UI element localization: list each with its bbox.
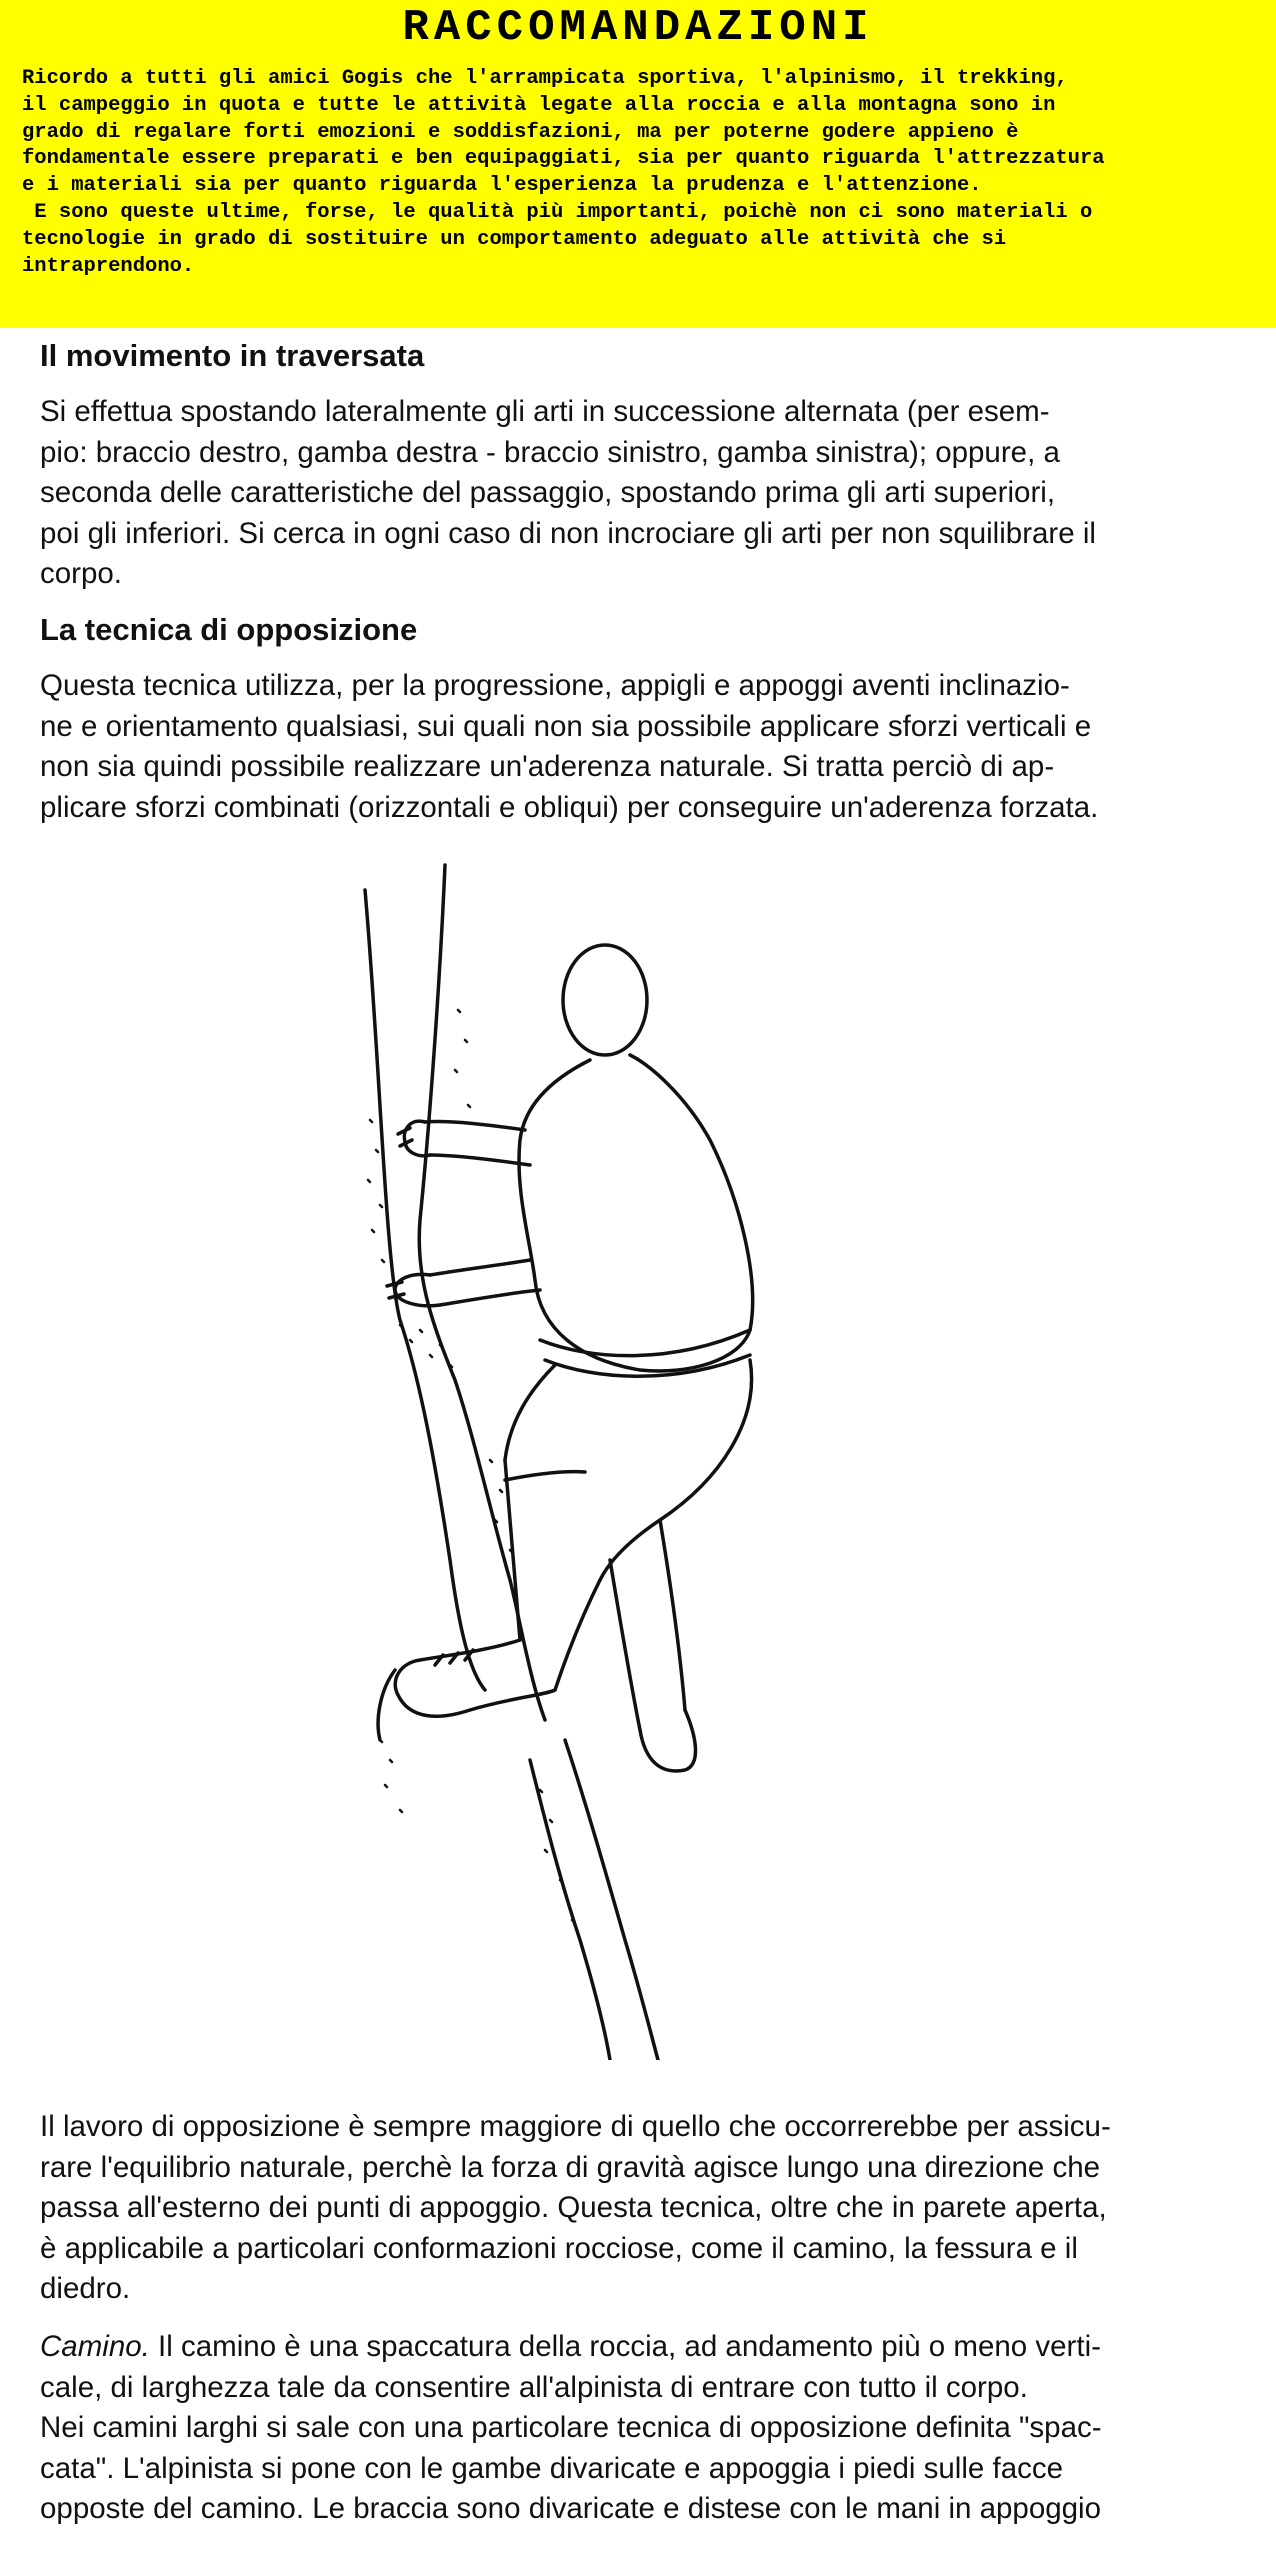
banner-title: RACCOMANDAZIONI (402, 3, 874, 53)
opposition-paragraph: Questa tecnica utilizza, per la progressione, appigli e appoggi aventi inclinazio- ne e orientamento qualsiasi, sui quali non sia possibile applicare sforzi verticali e non sia quindi possibile realizzare un'aderenza naturale. Si tratta perciò di ap- plicare sforzi combinati (orizzontali e obliqui) per conseguire un'aderenza forzata. (40, 669, 1099, 824)
traversal-heading: Il movimento in traversata (40, 338, 425, 373)
climber-illustration-icon (340, 860, 990, 2060)
opposition-heading: La tecnica di opposizione (40, 612, 418, 647)
chimney-paragraph: Camino. Il camino è una spaccatura della roccia, ad andamento più o meno verti- cale, di larghezza tale da consentire all'alpinista di entrare con tutto il corpo. Nei camini larghi si sale con una particolare tecnica di opposizione definita "spac- cata". L'alpinista si pone con le gambe divaricate e appoggia i piedi sulle facce opposte del camino. Le braccia sono divaricate e distese con le mani in appoggio (40, 2330, 1102, 2525)
chimney-term: Camino. (40, 2330, 150, 2363)
traversal-paragraph: Si effettua spostando lateralmente gli arti in successione alternata (per esem- pio: braccio destro, gamba destra - braccio sinistro, gamba sinistra); oppure, a seconda delle caratteristiche del passaggio, spostando prima gli arti superiori, poi gli inferiori. Si cerca in ogni caso di non incrociare gli arti per non squilibrare il corpo. (40, 395, 1096, 590)
banner-text: Ricordo a tutti gli amici Gogis che l'arrampicata sportiva, l'alpinismo, il trekking, il campeggio in quota e tutte le attività legate alla roccia e alla montagna sono in grado di regalare forti emozioni e soddisfazioni, ma per poterne godere appieno è fondamentale essere preparati e ben equipaggiati, sia per quanto riguarda l'attrezzatura e i materiali sia per quanto riguarda l'esperienza la prudenza e l'attenzione. E sono queste ultime, forse, le qualità più importanti, poichè non ci sono materiali o tecnologie in grado di sostituire un comportamento adeguato alle attività che si intraprendono. (22, 67, 1105, 278)
opposition-work-paragraph: Il lavoro di opposizione è sempre maggiore di quello che occorrerebbe per assicu- rare l'equilibrio naturale, perchè la forza di gravità agisce lungo una direzione che passa all'esterno dei punti di appoggio. Questa tecnica, oltre che in parete aperta, è applicabile a particolari conformazioni rocciose, come il camino, la fessura e il diedro. (40, 2110, 1111, 2305)
recommendations-banner (0, 0, 1276, 328)
